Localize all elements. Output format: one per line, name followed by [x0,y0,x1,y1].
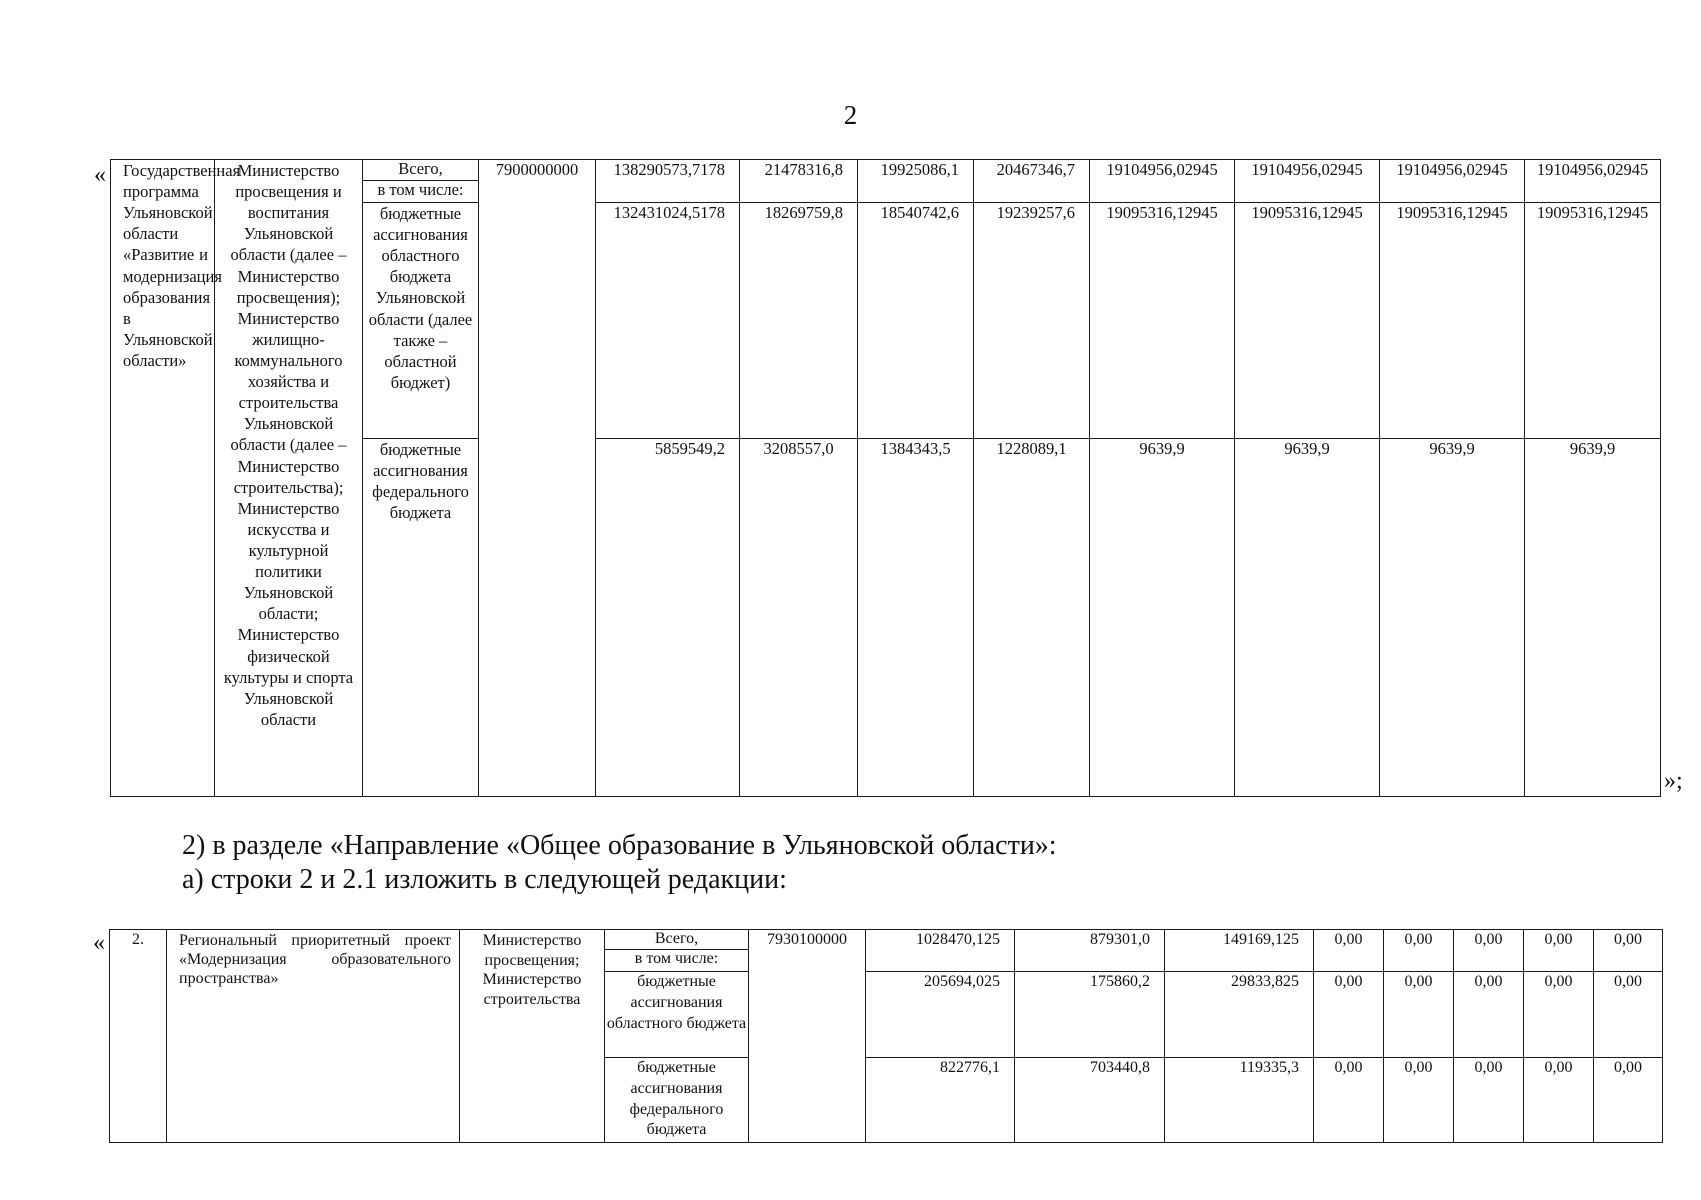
value-cell: 18540742,6 [858,203,974,439]
value-cell: 19239257,6 [974,203,1090,439]
budget-code-cell: 7930100000 [749,930,866,1143]
row-label-federal-budget: бюджетные ассигнования федерального бюджета [605,1058,749,1143]
value-cell: 9639,9 [1235,439,1380,797]
value-cell: 132431024,5178 [596,203,740,439]
value-cell: 19095316,12945 [1090,203,1235,439]
value-cell: 19095316,12945 [1380,203,1525,439]
value-cell: 119335,3 [1165,1058,1314,1143]
value-cell: 149169,125 [1165,930,1314,972]
value-cell: 1028470,125 [866,930,1015,972]
row-label-total [605,930,749,972]
value-cell: 19104956,02945 [1525,160,1661,203]
open-quote-2: « [93,930,105,956]
instruction-section: 2) в разделе «Направление «Общее образование в Ульяновской области»: [182,830,1057,861]
value-cell: 0,00 [1594,972,1663,1058]
row-label-federal-budget: бюджетные ассигнования федерального бюджета [363,439,479,797]
value-cell: 0,00 [1524,972,1594,1058]
value-cell: 0,00 [1524,930,1594,972]
executor-cell: Министерство просвещения и воспитания Ульяновской области (далее – Министерство просвещения); Министерство жилищно-коммунального хозяйства и строительства Ульяновской области (далее – Министерство строительства); Министерство искусства и культурной политики Ульяновской области; Министерство физической культуры и спорта Ульяновской области [215,160,363,797]
value-cell: 0,00 [1454,1058,1524,1143]
value-cell: 9639,9 [1525,439,1661,797]
value-cell: 205694,025 [866,972,1015,1058]
value-cell: 19925086,1 [858,160,974,203]
row-label-total-sub: в том числе: [377,179,464,199]
row-label-total-sub: в том числе: [634,950,719,968]
value-cell: 0,00 [1454,930,1524,972]
value-cell: 879301,0 [1015,930,1165,972]
value-cell: 9639,9 [1380,439,1525,797]
value-cell: 175860,2 [1015,972,1165,1058]
row-label-regional-budget: бюджетные ассигнования областного бюджета [605,972,749,1058]
value-cell: 0,00 [1314,972,1384,1058]
value-cell: 822776,1 [866,1058,1015,1143]
value-cell: 5859549,2 [596,439,740,797]
budget-table-project [109,929,1663,1143]
value-cell: 1384343,5 [858,439,974,797]
open-quote-1: « [94,162,106,188]
value-cell: 138290573,7178 [596,160,740,203]
value-cell: 0,00 [1594,930,1663,972]
value-cell: 3208557,0 [740,439,858,797]
row-label-regional-budget: бюджетные ассигнования областного бюджета Ульяновской области (далее также – областной бюджет) [363,203,479,439]
value-cell: 703440,8 [1015,1058,1165,1143]
row-label-total [363,160,479,203]
value-cell: 0,00 [1384,972,1454,1058]
value-cell: 1228089,1 [974,439,1090,797]
value-cell: 19104956,02945 [1090,160,1235,203]
budget-table-program [110,159,1661,797]
close-quote-1: »; [1664,768,1683,794]
value-cell: 0,00 [1384,930,1454,972]
program-name-cell: Государственная программа Ульяновской области «Развитие и модернизация образования в Ульяновской области» [111,160,215,797]
row-label-total-main: Всего, [363,160,478,181]
value-cell: 21478316,8 [740,160,858,203]
executor-cell: Министерство просвещения; Министерство строительства [460,930,605,1143]
instruction-rows: а) строки 2 и 2.1 изложить в следующей редакции: [182,864,787,895]
value-cell: 18269759,8 [740,203,858,439]
value-cell: 0,00 [1384,1058,1454,1143]
value-cell: 19095316,12945 [1525,203,1661,439]
value-cell: 19104956,02945 [1380,160,1525,203]
value-cell: 29833,825 [1165,972,1314,1058]
value-cell: 0,00 [1594,1058,1663,1143]
budget-code-cell: 7900000000 [479,160,596,797]
value-cell: 0,00 [1314,1058,1384,1143]
row-label-total-main: Всего, [605,930,748,950]
value-cell: 19095316,12945 [1235,203,1380,439]
value-cell: 0,00 [1524,1058,1594,1143]
value-cell: 9639,9 [1090,439,1235,797]
row-number-cell: 2. [110,930,167,1143]
page-number: 2 [843,100,858,130]
value-cell: 19104956,02945 [1235,160,1380,203]
value-cell: 0,00 [1454,972,1524,1058]
project-name-cell: Региональный приоритетный проект «Модернизация образовательного пространства» [167,930,460,1143]
value-cell: 20467346,7 [974,160,1090,203]
value-cell: 0,00 [1314,930,1384,972]
